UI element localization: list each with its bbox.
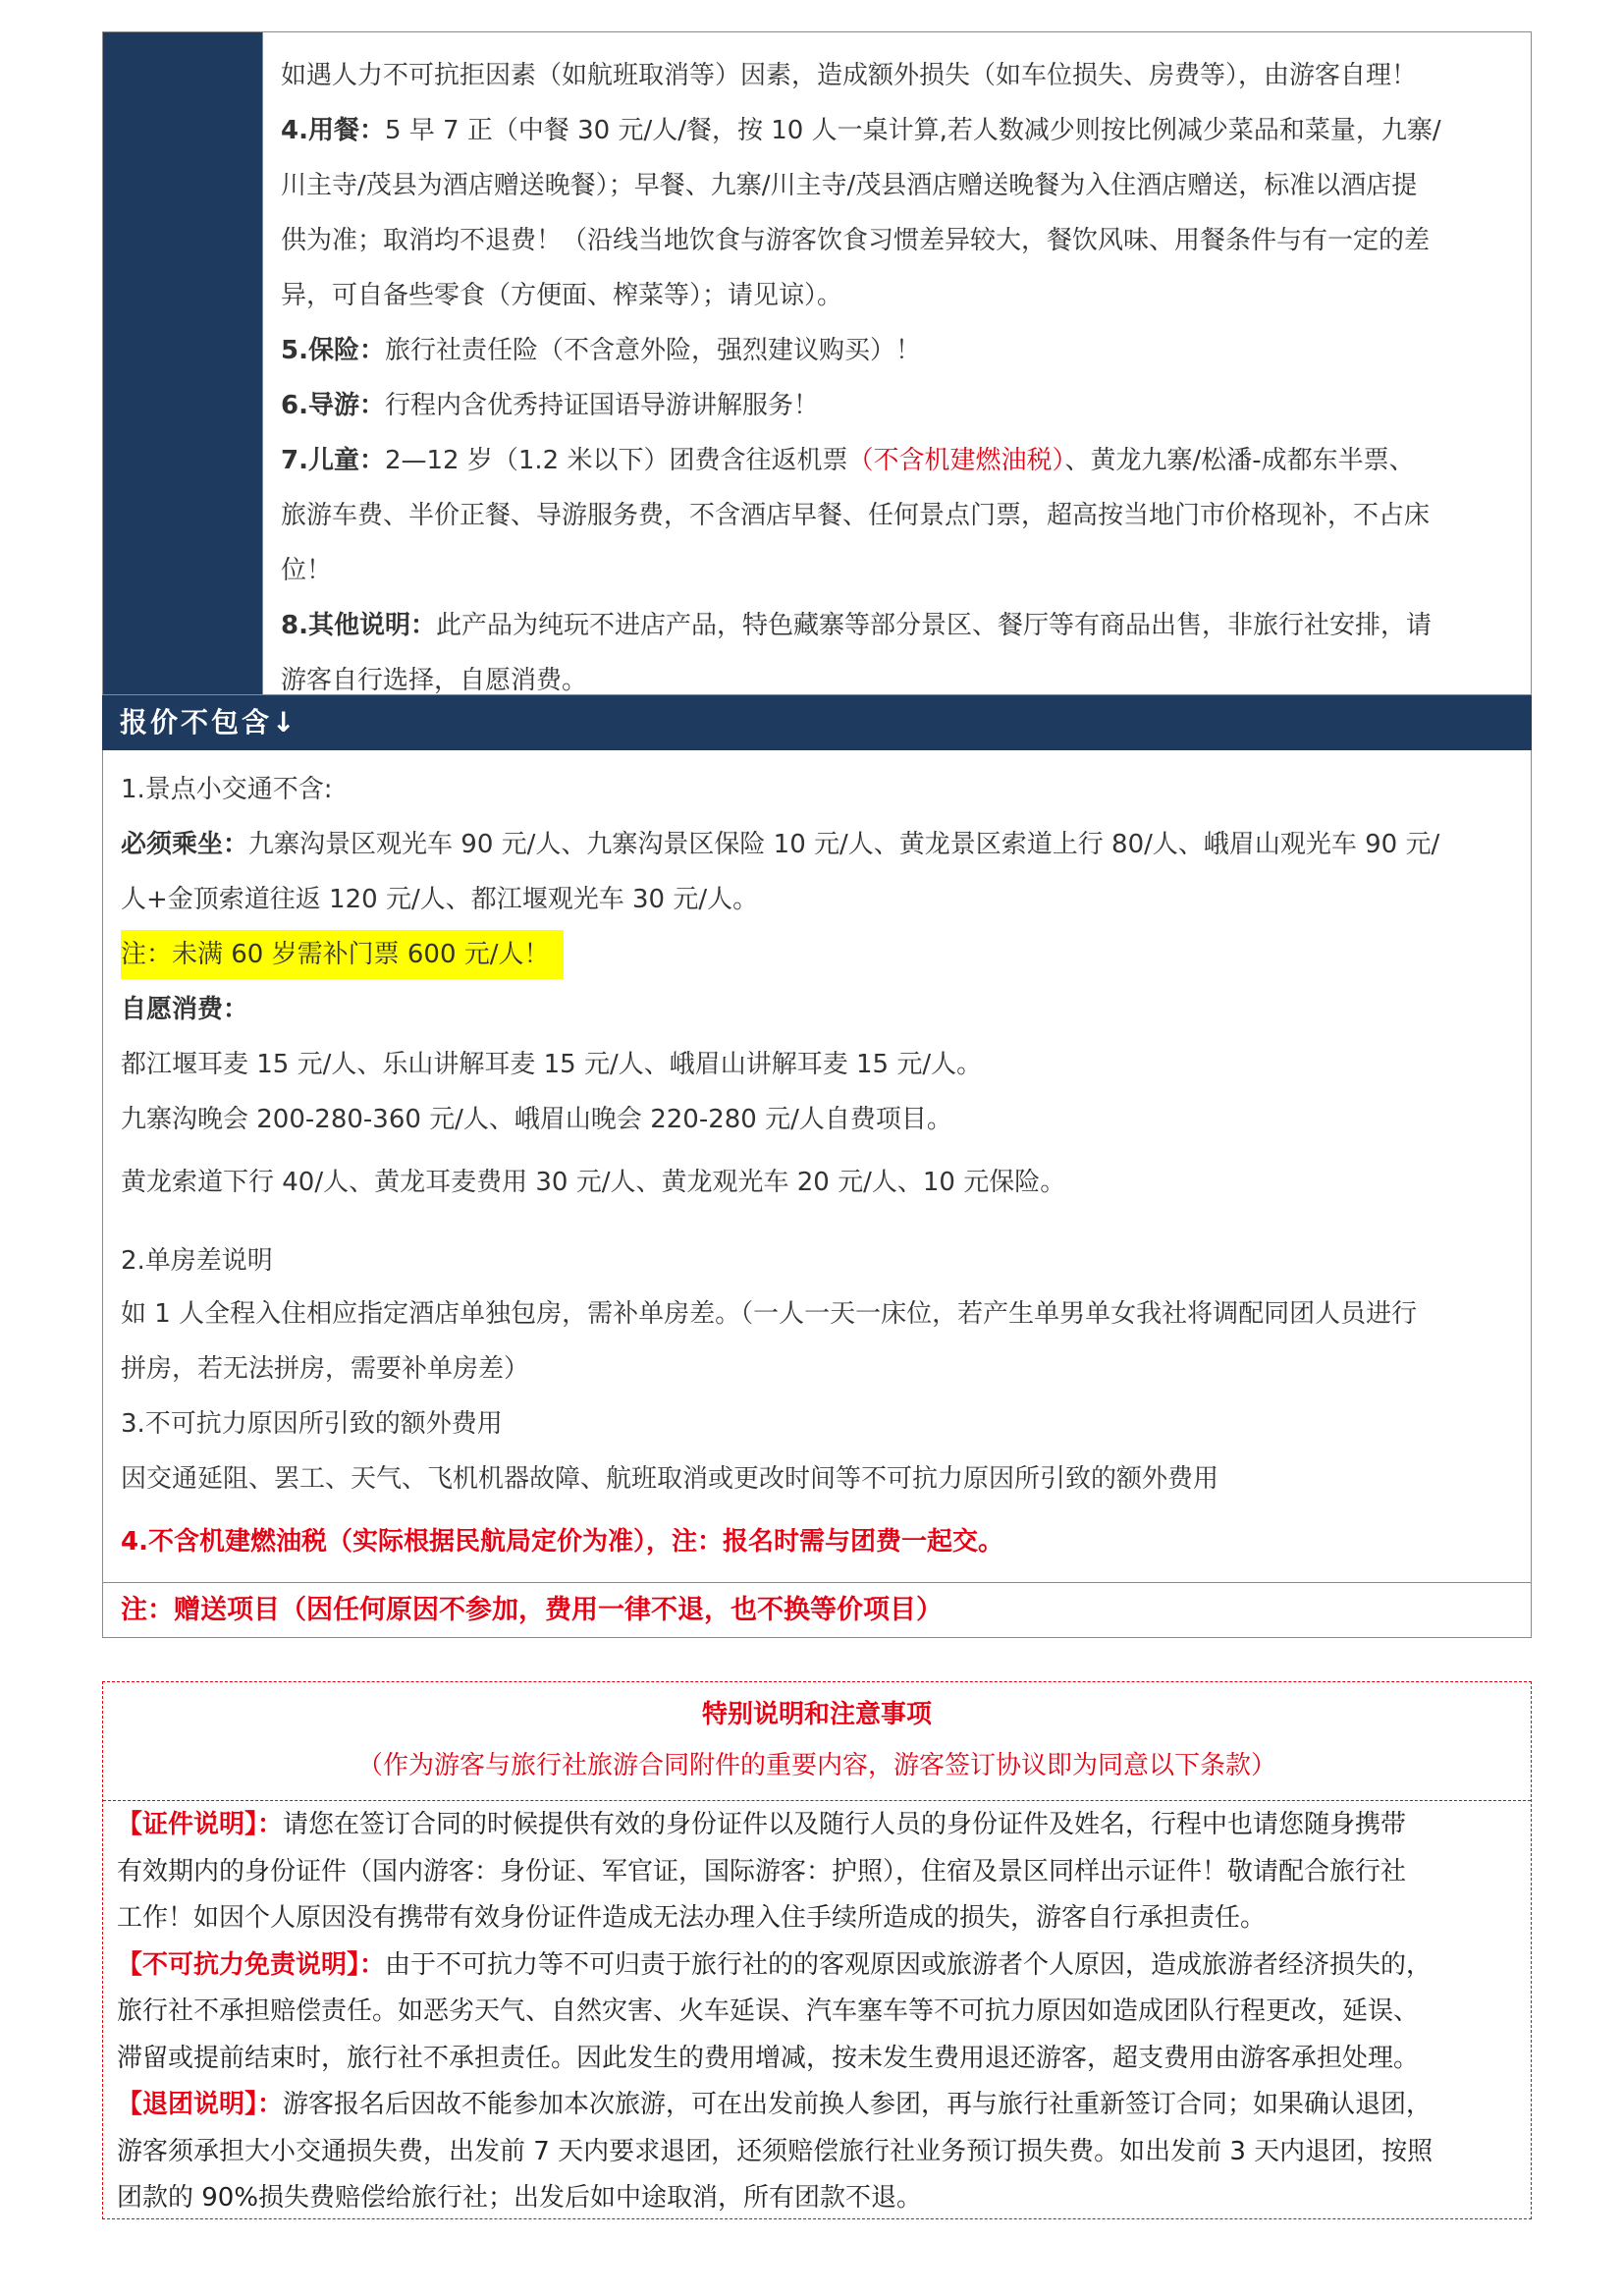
not-included-header: 报价不包含↓ <box>102 695 1532 750</box>
must-ride-row: 必须乘坐：九寨沟景区观光车 90 元/人、九寨沟景区保险 10 元/人、黄龙景区索道上行 80/人、峨眉山观光车 90 元/ <box>121 830 1440 859</box>
notes-row-7: 游客须承担大小交通损失费，出发前 7 天内要求退团，还须赔偿旅行社业务预订损失费。如出发前 3 天内退团，按照 <box>117 2136 1434 2166</box>
optional-label: 自愿消费： <box>121 995 249 1024</box>
children-row: 7.儿童：2—12 岁（1.2 米以下）团费含往返机票（不含机建燃油税）、黄龙九寨/松潘-成都东半票、 <box>281 446 1415 475</box>
force-majeure-disclaimer-row: 【不可抗力免责说明】：由于不可抗力等不可归责于旅行社的的客观原因或旅游者个人原因，造成旅游者经济损失的， <box>117 1949 1433 1980</box>
special-notes-body <box>117 1802 1521 2222</box>
notes-row-2: 工作！如因个人原因没有携带有效身份证件造成无法办理入住手续所造成的损失，游客自行承担责任。 <box>117 1903 1267 1933</box>
single-room-text-1: 如 1 人全程入住相应指定酒店单独包房，需补单房差。（一人一天一床位，若产生单男单女我社将调配同团人员进行 <box>121 1299 1418 1329</box>
notes-row-1: 有效期内的身份证件（国内游客：身份证、军官证，国际游客：护照），住宿及景区同样出示证件！敬请配合旅行社 <box>117 1856 1407 1886</box>
single-room-title: 2.单房差说明 <box>121 1246 273 1276</box>
row-0: 如遇人力不可抗拒因素（如航班取消等）因素，造成额外损失（如车位损失、房费等），由游客自理！ <box>281 61 1418 90</box>
row-9: 位！ <box>281 556 333 585</box>
must-ride-row-2: 人+金顶索道往返 120 元/人、都江堰观光车 30 元/人。 <box>121 885 759 914</box>
optional-row-1: 都江堰耳麦 15 元/人、乐山讲解耳麦 15 元/人、峨眉山讲解耳麦 15 元/人。 <box>121 1050 983 1079</box>
meal-row: 4.用餐：5 早 7 正（中餐 30 元/人/餐，按 10 人一桌计算,若人数减少则按比例减少菜品和菜量，九寨/ <box>281 116 1441 145</box>
row-11: 游客自行选择，自愿消费。 <box>281 666 588 695</box>
force-majeure-title: 3.不可抗力原因所引致的额外费用 <box>121 1409 503 1439</box>
notes-row-5: 滞留或提前结束时，旅行社不承担责任。因此发生的费用增减，按未发生费用退还游客，超支费用由游客承担处理。 <box>117 2043 1420 2073</box>
single-room-text-2: 拼房，若无法拼房，需要补单房差） <box>121 1354 530 1384</box>
special-notes-box <box>102 1681 1532 2219</box>
local-transport-title: 1.景点小交通不含: <box>121 775 333 804</box>
age-note-highlight: 注：未满 60 岁需补门票 600 元/人！ <box>121 930 564 979</box>
row-2: 川主寺/茂县为酒店赠送晚餐）；早餐、九寨/川主寺/茂县酒店赠送晚餐为入住酒店赠送，标准以酒店提 <box>281 171 1418 200</box>
fuel-tax-note: 4.不含机建燃油税（实际根据民航局定价为准），注：报名时需与团费一起交。 <box>121 1527 1003 1557</box>
special-notes-title: 特别说明和注意事项 <box>701 1700 932 1729</box>
notes-row-4: 旅行社不承担赔偿责任。如恶劣天气、自然灾害、火车延误、汽车塞车等不可抗力原因如造成团队行程更改，延误、 <box>117 1996 1420 2026</box>
free-items-row <box>102 1583 1532 1638</box>
free-items-note: 注：赠送项目（因任何原因不参加，费用一律不退，也不换等价项目） <box>121 1595 943 1625</box>
table-label-cell <box>103 32 262 694</box>
cancellation-row: 【退团说明】：游客报名后因故不能参加本次旅游，可在出发前换人参团，再与旅行社重新签订合同；如果确认退团， <box>117 2090 1433 2119</box>
force-majeure-text: 因交通延阻、罢工、天气、飞机机器故障、航班取消或更改时间等不可抗力原因所引致的额外费用 <box>121 1464 1219 1494</box>
optional-row-2: 九寨沟晚会 200-280-360 元/人、峨眉山晚会 220-280 元/人自费项目。 <box>121 1105 952 1134</box>
insurance-row: 5.保险：旅行社责任险（不含意外险，强烈建议购买）！ <box>281 336 921 365</box>
guide-row: 6.导游：行程内含优秀持证国语导游讲解服务！ <box>281 391 819 420</box>
age-note <box>121 927 564 982</box>
inclusions-table <box>102 31 1532 695</box>
not-included-body <box>102 750 1532 1583</box>
row-4: 异，可自备些零食（方便面、榨菜等）；请见谅）。 <box>281 281 843 310</box>
row-8: 旅游车费、半价正餐、导游服务费，不含酒店早餐、任何景点门票，超高按当地门市价格现补，不占床 <box>281 501 1431 530</box>
special-notes-subtitle: （作为游客与旅行社旅游合同附件的重要内容，游客签订协议即为同意以下条款） <box>356 1751 1276 1780</box>
notes-row-8: 团款的 90%损失费赔偿给旅行社；出发后如中途取消，所有团款不退。 <box>117 2183 923 2213</box>
optional-row-3: 黄龙索道下行 40/人、黄龙耳麦费用 30 元/人、黄龙观光车 20 元/人、10 元保险。 <box>121 1168 1066 1197</box>
row-3: 供为准；取消均不退费！（沿线当地饮食与游客饮食习惯差异较大，餐饮风味、用餐条件与有一定的差 <box>281 226 1431 255</box>
id-docs-row: 【证件说明】：请您在签订合同的时候提供有效的身份证件以及随行人员的身份证件及姓名，行程中也请您随身携带 <box>117 1810 1407 1839</box>
other-notes-row: 8.其他说明：此产品为纯玩不进店产品，特色藏寨等部分景区、餐厅等有商品出售，非旅行社安排，请 <box>281 611 1432 640</box>
special-notes-header <box>103 1682 1531 1801</box>
inclusions-content <box>262 32 1531 694</box>
